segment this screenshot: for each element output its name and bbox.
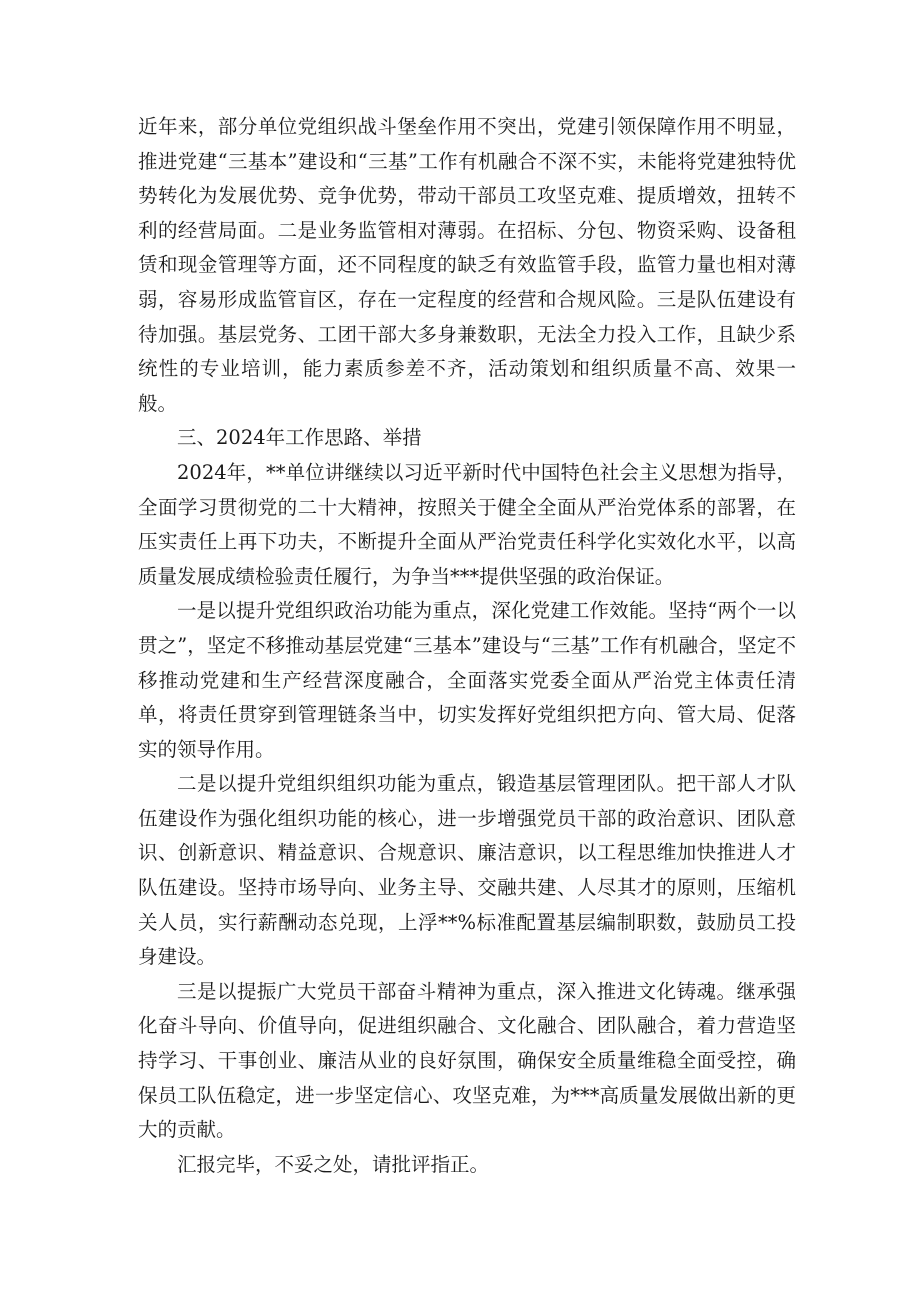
paragraph-culture: 三是以提振广大党员干部奋斗精神为重点，深入推进文化铸魂。继承强化奋斗导向、价值导向，促进组织融合、文化融合、团队融合，着力营造坚持学习、干事创业、廉洁从业的良好氛围，确保安全质量维稳全面受控，确保员工队伍稳定，进一步坚定信心、攻坚克难，为***高质量发展做出新的更大的贡献。 bbox=[138, 979, 796, 1142]
paragraph-2024-overview: 2024年，**单位讲继续以习近平新时代中国特色社会主义思想为指导，全面学习贯彻党的二十大精神，按照关于健全全面从严治党体系的部署，在压实责任上再下功夫，不断提升全面从严治党责任科学化实效化水平，以高质量发展成绩检验责任履行，为争当***提供坚强的政治保证。 bbox=[138, 460, 796, 588]
paragraph-closing: 汇报完毕，不妥之处，请批评指正。 bbox=[177, 1152, 490, 1176]
paragraph-organizational-function: 二是以提升党组织组织功能为重点，锻造基层管理团队。把干部人才队伍建设作为强化组织功能的核心，进一步增强党员干部的政治意识、团队意识、创新意识、精益意识、合规意识、廉洁意识，以工程思维加快推进人才队伍建设。坚持市场导向、业务主导、交融共建、人尽其才的原则，压缩机关人员，实行薪酬动态兑现，上浮**%标准配置基层编制职数，鼓励员工投身建设。 bbox=[138, 772, 796, 969]
section-heading-work-plan: 三、2024年工作思路、举措 bbox=[177, 426, 422, 450]
document-body bbox=[138, 110, 796, 1182]
paragraph-problems-summary: 近年来，部分单位党组织战斗堡垒作用不突出，党建引领保障作用不明显，推进党建“三基本”建设和“三基”工作有机融合不深不实，未能将党建独特优势转化为发展优势、竞争优势，带动干部员工攻坚克难、提质增效，扭转不利的经营局面。二是业务监管相对薄弱。在招标、分包、物资采购、设备租赁和现金管理等方面，还不同程度的缺乏有效监管手段，监管力量也相对薄弱，容易形成监管盲区，存在一定程度的经营和合规风险。三是队伍建设有待加强。基层党务、工团干部大多身兼数职，无法全力投入工作，且缺少系统性的专业培训，能力素质参差不齐，活动策划和组织质量不高、效果一般。 bbox=[138, 115, 796, 415]
paragraph-political-function: 一是以提升党组织政治功能为重点，深化党建工作效能。坚持“两个一以贯之”，坚定不移推动基层党建“三基本”建设与“三基”工作有机融合，坚定不移推动党建和生产经营深度融合，全面落实党委全面从严治党主体责任清单，将责任贯穿到管理链条当中，切实发挥好党组织把方向、管大局、促落实的领导作用。 bbox=[138, 599, 796, 761]
